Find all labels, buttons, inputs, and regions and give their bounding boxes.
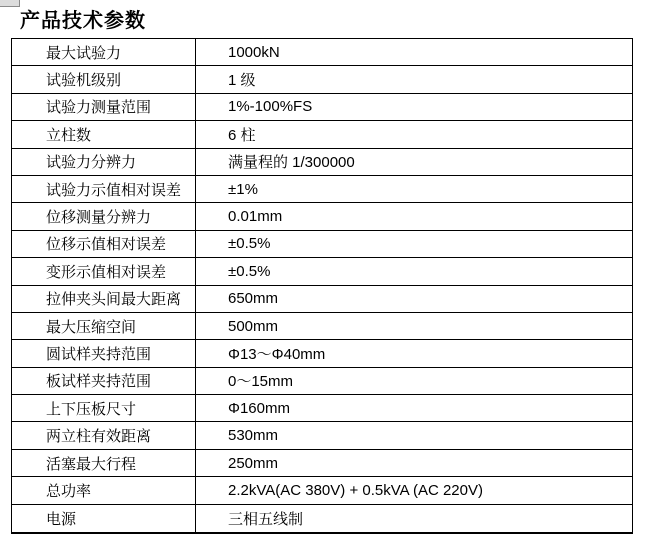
param-value: ±1% (228, 180, 258, 198)
param-label: 活塞最大行程 (12, 450, 196, 476)
param-value: 250mm (228, 454, 279, 472)
table-row (12, 203, 632, 230)
param-value: 1 级 (228, 72, 256, 90)
param-value: 1%-100%FS (228, 98, 313, 116)
param-label: 立柱数 (12, 121, 196, 147)
param-label: 拉伸夹头间最大距离 (12, 286, 196, 312)
param-label: 变形示值相对误差 (12, 258, 196, 284)
param-label: 圆试样夹持范围 (12, 340, 196, 366)
table-row (12, 340, 632, 367)
page-title: 产品技术参数 (20, 10, 146, 32)
param-label: 位移测量分辨力 (12, 203, 196, 229)
param-value: 0.01mm (228, 208, 283, 226)
param-label: 两立柱有效距离 (12, 422, 196, 448)
table-row (12, 450, 632, 477)
param-value: 6 柱 (228, 126, 256, 144)
param-label: 试验力测量范围 (12, 94, 196, 120)
param-label: 试验机级别 (12, 66, 196, 92)
param-value: 500mm (228, 317, 279, 335)
param-value: ±0.5% (228, 235, 271, 253)
param-label: 位移示值相对误差 (12, 231, 196, 257)
param-label: 电源 (12, 505, 196, 532)
table-row (12, 395, 632, 422)
product-params-table (11, 38, 633, 534)
param-value: Φ160mm (228, 399, 290, 417)
table-row (12, 94, 632, 121)
param-label: 最大试验力 (12, 39, 196, 65)
table-row (12, 422, 632, 449)
table-row (12, 477, 632, 504)
param-label: 上下压板尺寸 (12, 395, 196, 421)
table-row (12, 39, 632, 66)
table-row (12, 176, 632, 203)
param-value: 1000kN (228, 43, 280, 61)
corner-fragment (0, 0, 20, 7)
param-label: 试验力示值相对误差 (12, 176, 196, 202)
param-value: 三相五线制 (228, 510, 304, 528)
param-label: 试验力分辨力 (12, 149, 196, 175)
table-row (12, 258, 632, 285)
table-row (12, 149, 632, 176)
param-value: 530mm (228, 427, 279, 445)
table-row (12, 368, 632, 395)
param-value: 0～15mm (228, 373, 294, 391)
param-label: 总功率 (12, 477, 196, 503)
param-label: 最大压缩空间 (12, 313, 196, 339)
table-row (12, 505, 632, 532)
param-value: 2.2kVA(AC 380V) + 0.5kVA (AC 220V) (228, 481, 483, 499)
table-row (12, 121, 632, 148)
table-row (12, 313, 632, 340)
table-row (12, 66, 632, 93)
param-label: 板试样夹持范围 (12, 368, 196, 394)
param-value: 满量程的 1/300000 (228, 154, 355, 172)
param-value: ±0.5% (228, 262, 271, 280)
param-value: 650mm (228, 290, 279, 308)
table-row (12, 231, 632, 258)
param-value: Φ13～Φ40mm (228, 345, 326, 363)
table-row (12, 286, 632, 313)
